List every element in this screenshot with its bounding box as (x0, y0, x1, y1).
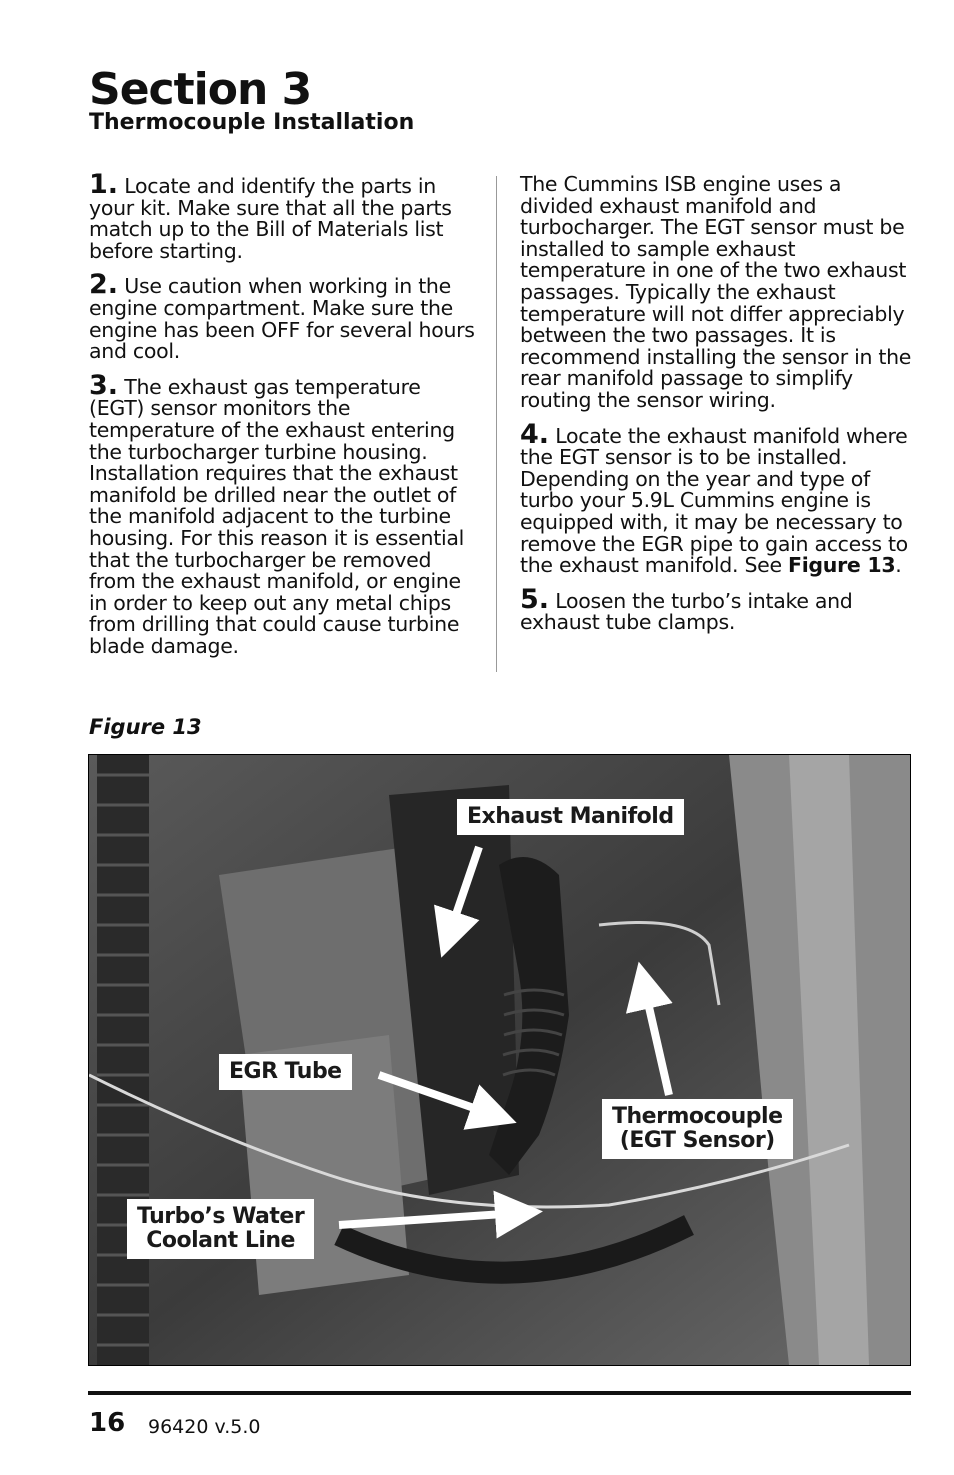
intro-paragraph: The Cummins ISB engine uses a divided exhaust manifold and turbocharger. The EGT sensor must be installed to sample exhaust temperature in one of the two exhaust passages. Typically the exhaust temperature will not differ appreciably between the two passages. It is recommend installing the sensor in the rear manifold passage to simplify routing the sensor wiring. (520, 172, 912, 412)
step-text: Locate the exhaust manifold where the EGT sensor is to be installed. Depending on the year and type of turbo your 5.9L Cummins engine is equipped with, it may be necessary to remove the EGR pipe to gain access to the exhaust manifold. See (520, 423, 908, 578)
callout-text: (EGT Sensor) (619, 1128, 775, 1153)
step-text: The exhaust gas temperature (EGT) sensor monitors the temperature of the exhaust entering the turbocharger turbine housing. Installation requires that the exhaust manifold be drilled near the outlet of the manifold adjacent to the turbine housing. For this reason it is essential that the turbocharger be removed from the exhaust manifold, or engine in order to keep out any metal chips from drilling that could cause turbine blade damage. (89, 374, 465, 658)
footer-rule (88, 1391, 911, 1395)
right-column (520, 174, 920, 646)
callout-text: EGR Tube (229, 1059, 342, 1084)
document-version: 96420 v.5.0 (148, 1416, 261, 1438)
step-text-end: . (895, 553, 902, 578)
engine-photo-illustration (89, 755, 910, 1365)
step-1 (89, 169, 481, 263)
step-2 (89, 269, 481, 364)
step-4 (520, 418, 920, 578)
section-subtitle: Thermocouple Installation (89, 110, 415, 135)
step-number: 1. (89, 169, 119, 200)
page-number: 16 (89, 1408, 126, 1438)
step-text: Use caution when working in the engine compartment. Make sure the engine has been OFF for several hours and cool. (89, 274, 475, 364)
step-number: 5. (520, 583, 550, 615)
column-divider (496, 176, 497, 672)
callout-thermocouple (602, 1099, 793, 1159)
figure-reference: Figure 13 (788, 553, 896, 578)
callout-egr-tube (219, 1054, 352, 1090)
left-column (89, 169, 481, 669)
step-number: 4. (520, 418, 550, 450)
figure-label: Figure 13 (89, 715, 202, 739)
callout-text: Turbo’s Water (137, 1204, 305, 1229)
callout-exhaust-manifold (457, 799, 684, 835)
callout-text: Coolant Line (146, 1228, 295, 1253)
section-title: Section 3 (89, 64, 312, 115)
step-number: 2. (89, 269, 119, 301)
callout-text: Thermocouple (612, 1104, 783, 1129)
step-text: Loosen the turbo’s intake and exhaust tube clamps. (520, 588, 853, 635)
callout-text: Exhaust Manifold (467, 804, 674, 829)
step-text: Locate and identify the parts in your kit. Make sure that all the parts match up to the Bill of Materials list before starting. (89, 174, 452, 263)
figure-photo (88, 754, 911, 1366)
step-3 (89, 369, 481, 658)
callout-coolant-line (127, 1199, 314, 1259)
step-number: 3. (89, 369, 119, 401)
step-5 (520, 583, 920, 635)
